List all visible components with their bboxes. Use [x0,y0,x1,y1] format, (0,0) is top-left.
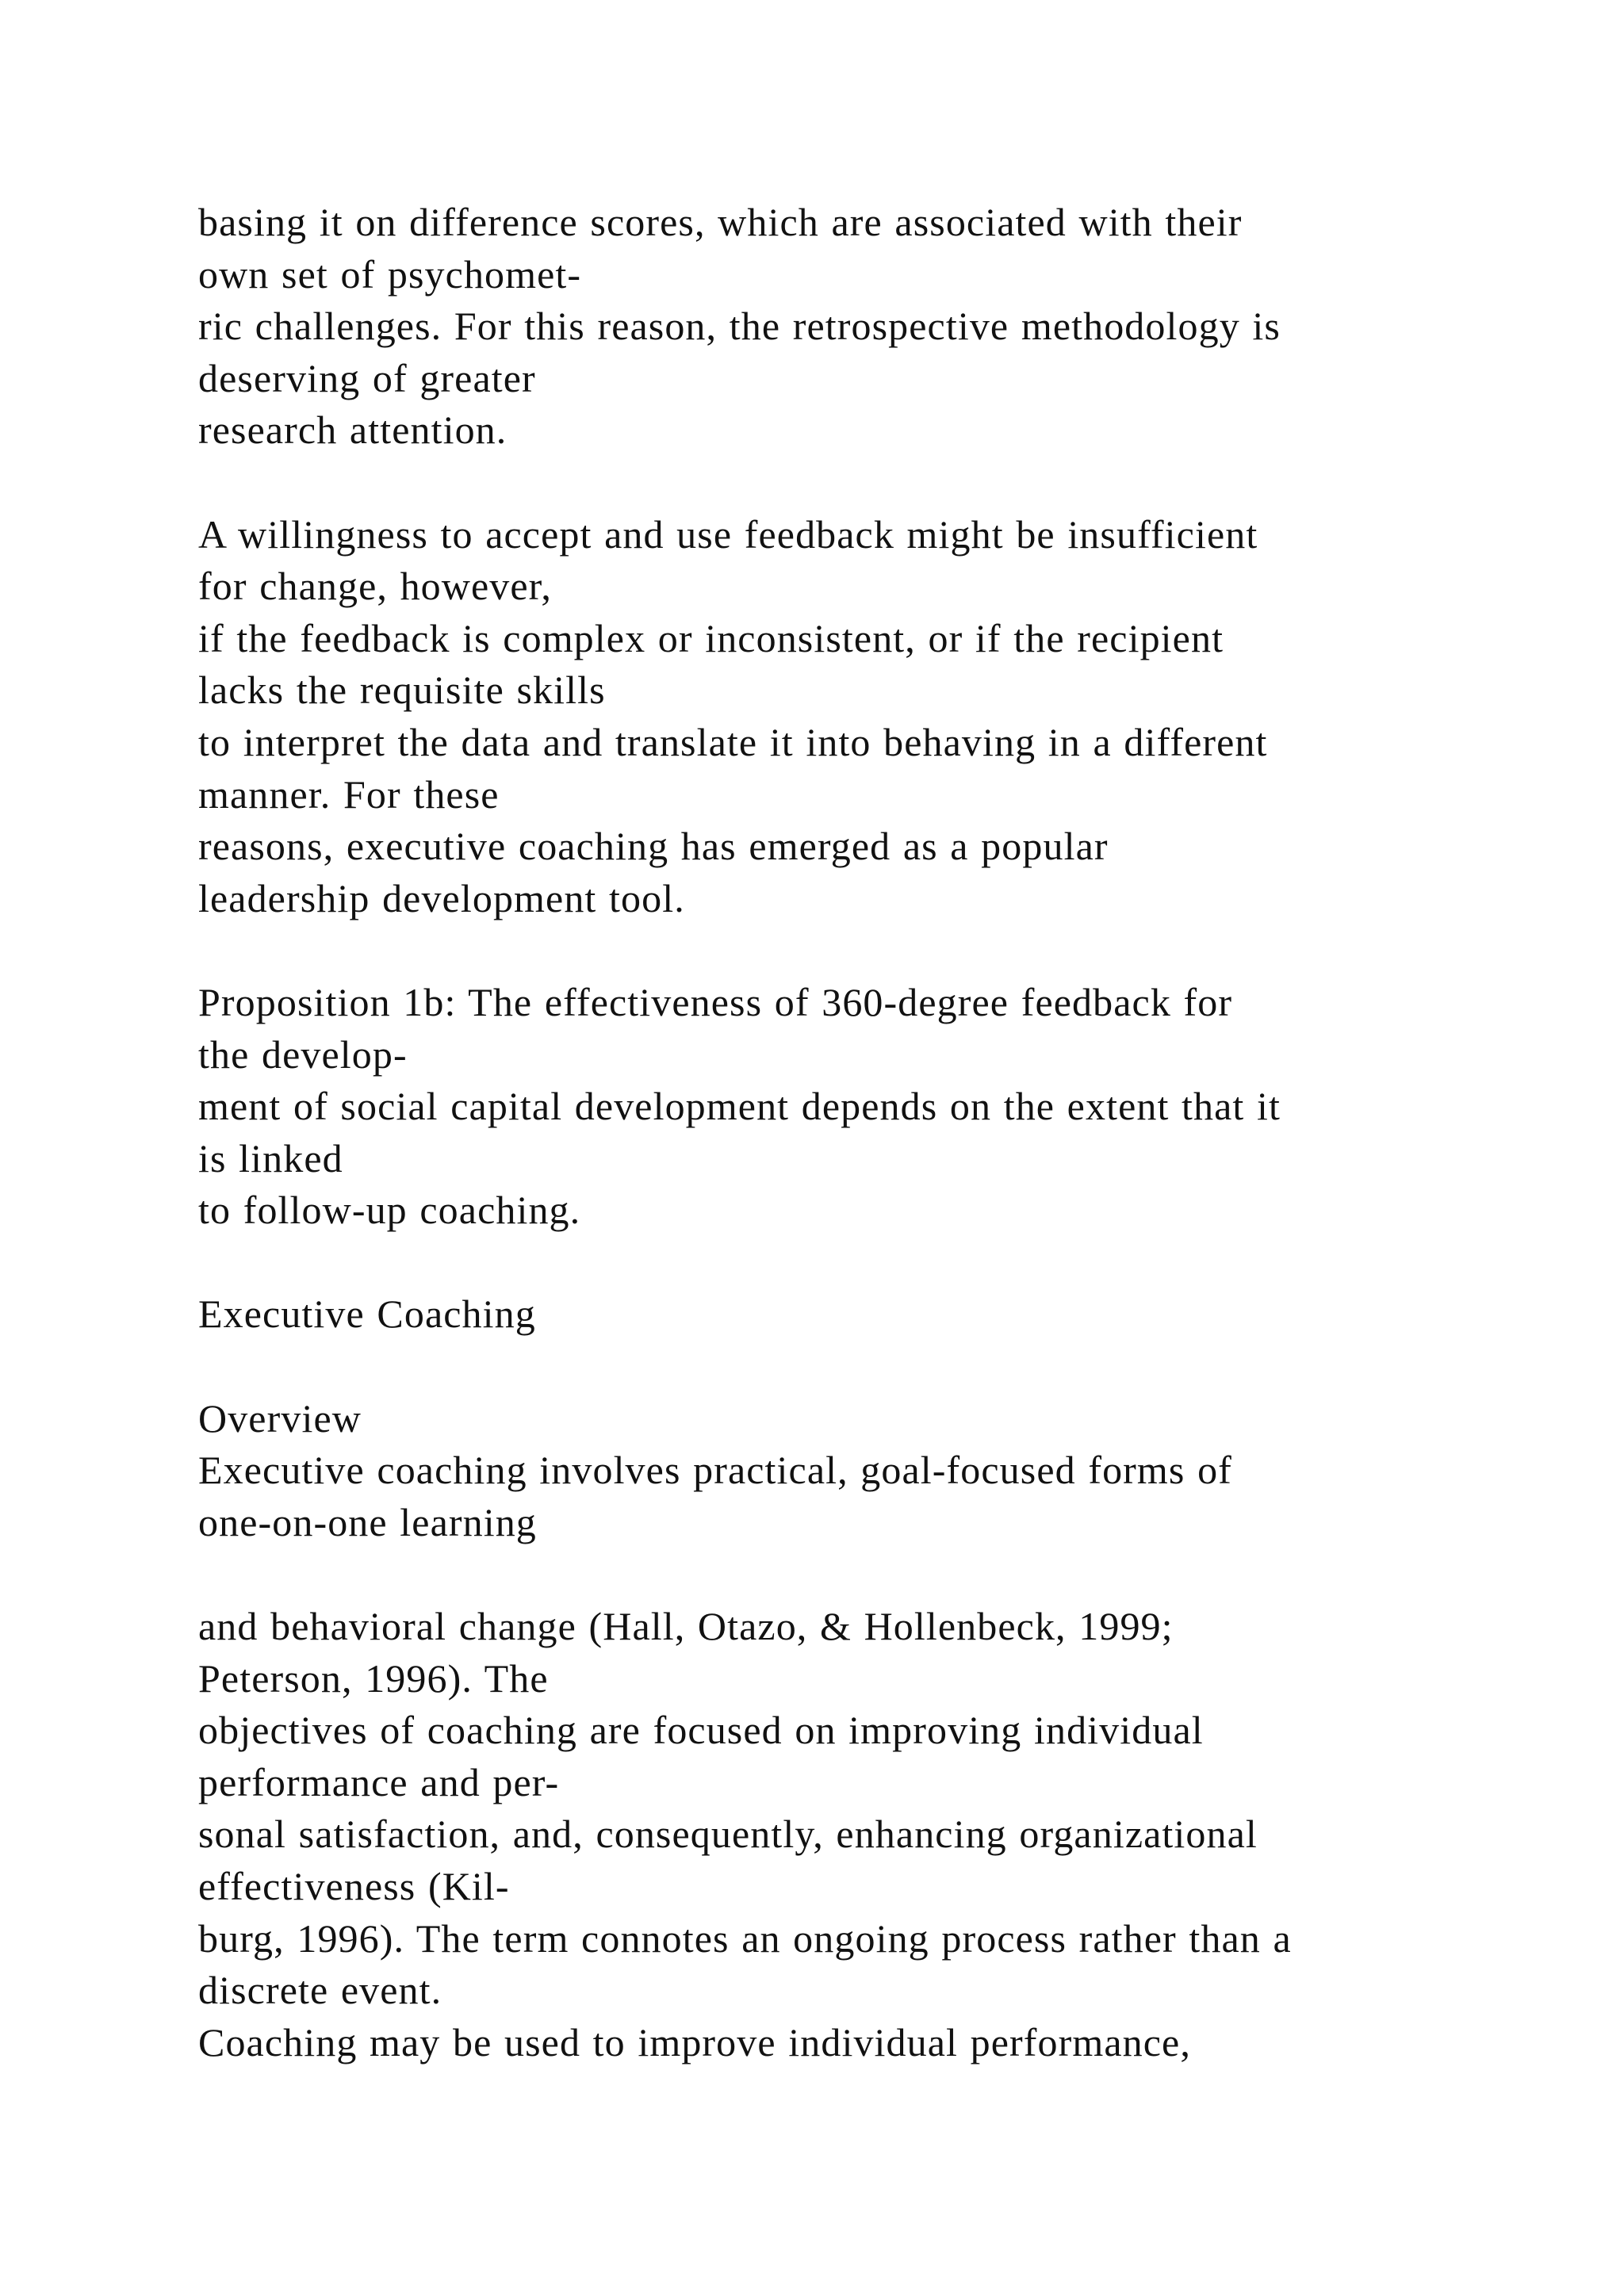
blank-line [198,457,1562,509]
text-line: performance and per- [198,1759,560,1804]
text-line: leadership development tool. [198,875,685,920]
text-line: objectives of coaching are focused on improving individual [198,1708,1204,1753]
text-line: A willingness to accept and use feedback might be insufficient [198,511,1258,557]
blank-line [198,1548,1562,1601]
text-line: the develop- [198,1031,408,1077]
document-body [198,197,1562,2068]
text-line: Peterson, 1996). The [198,1655,549,1701]
text-line: lacks the requisite skills [198,668,606,713]
text-line: discrete event. [198,1968,442,2013]
text-line: reasons, executive coaching has emerged as a popular [198,824,1109,869]
section-heading: Executive Coaching [198,1292,536,1337]
text-line: and behavioral change (Hall, Otazo, & Hollenbeck, 1999; [198,1604,1174,1649]
text-line: Executive coaching involves practical, goal-focused forms of [198,1448,1232,1493]
text-line: one-on-one learning [198,1499,537,1544]
subsection-heading: Overview [198,1395,362,1441]
text-line: Proposition 1b: The effectiveness of 360-degree feedback for [198,979,1233,1024]
text-line: manner. For these [198,771,500,817]
text-line: for change, however, [198,564,553,609]
text-line: to follow-up coaching. [198,1188,581,1233]
text-line: basing it on difference scores, which are associated with their [198,200,1243,244]
text-line: burg, 1996). The term connotes an ongoing process rather than a [198,1915,1292,1961]
text-line: deserving of greater [198,355,536,400]
text-line: Coaching may be used to improve individual performance, [198,2019,1191,2064]
blank-line [198,1237,1562,1289]
text-line: own set of psychomet- [198,251,582,297]
text-line: research attention. [198,408,508,453]
text-line: if the feedback is complex or inconsistent, or if the recipient [198,615,1224,660]
text-line: to interpret the data and translate it into behaving in a different [198,719,1268,764]
text-line: sonal satisfaction, and, consequently, enhancing organizational [198,1812,1258,1857]
text-line: ric challenges. For this reason, the retrospective methodology is [198,304,1281,349]
blank-line [198,924,1562,977]
text-line: effectiveness (Kil- [198,1864,510,1908]
text-line: is linked [198,1135,343,1181]
text-line: ment of social capital development depends on the extent that it [198,1084,1281,1129]
blank-line [198,1341,1562,1393]
